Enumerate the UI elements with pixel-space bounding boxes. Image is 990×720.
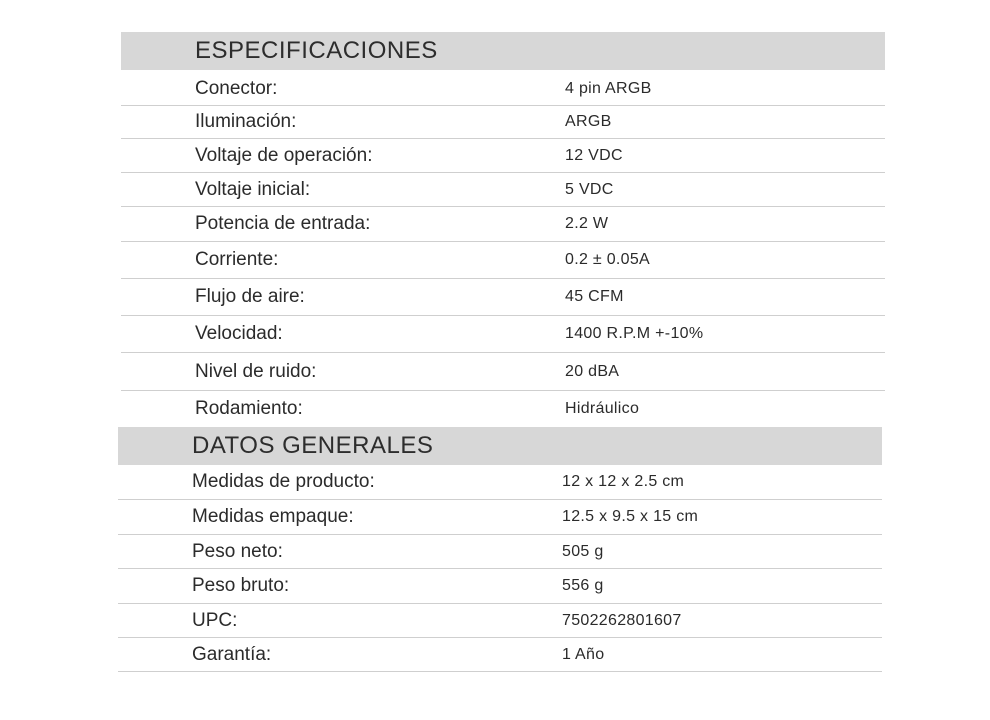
general-row xyxy=(118,465,882,500)
general-value: 1 Año xyxy=(562,645,605,663)
spec-label: Flujo de aire: xyxy=(195,286,305,307)
general-label: Peso neto: xyxy=(192,540,283,562)
spec-row xyxy=(121,106,885,139)
spec-value: 12 VDC xyxy=(565,146,623,164)
spec-row xyxy=(121,139,885,173)
spec-row xyxy=(121,353,885,391)
spec-label: Iluminación: xyxy=(195,111,297,132)
general-label: Medidas empaque: xyxy=(192,506,354,527)
spec-value: 1400 R.P.M +-10% xyxy=(565,325,704,342)
spec-row xyxy=(121,72,885,106)
spec-value: 20 dBA xyxy=(565,362,620,380)
general-label: Peso bruto: xyxy=(192,575,290,596)
spec-value: 2.2 W xyxy=(565,215,609,232)
spec-value: 4 pin ARGB xyxy=(565,79,652,97)
general-label: Medidas de producto: xyxy=(192,471,375,492)
general-value: 556 g xyxy=(562,577,604,594)
spec-row xyxy=(121,279,885,316)
specifications-title: ESPECIFICACIONES xyxy=(195,37,438,64)
spec-value: 0.2 ± 0.05A xyxy=(565,251,651,268)
spec-value: 45 CFM xyxy=(565,288,624,305)
general-row xyxy=(118,500,882,535)
spec-row xyxy=(121,391,885,427)
general-value: 505 g xyxy=(562,542,604,560)
spec-label: Nivel de ruido: xyxy=(195,360,317,382)
spec-label: Rodamiento: xyxy=(195,398,303,419)
spec-row xyxy=(121,242,885,279)
general-label: UPC: xyxy=(192,609,238,631)
general-row xyxy=(118,638,882,672)
spec-label: Corriente: xyxy=(195,249,279,270)
spec-row xyxy=(121,316,885,353)
general-value: 12 x 12 x 2.5 cm xyxy=(562,473,685,490)
spec-label: Potencia de entrada: xyxy=(195,213,371,234)
general-title: DATOS GENERALES xyxy=(192,432,434,459)
general-header xyxy=(118,427,882,465)
spec-row xyxy=(121,207,885,242)
specifications-header xyxy=(121,32,885,70)
spec-label: Conector: xyxy=(195,77,278,99)
general-value: 12.5 x 9.5 x 15 cm xyxy=(562,508,699,525)
spec-label: Velocidad: xyxy=(195,323,283,344)
spec-label: Voltaje de operación: xyxy=(195,144,373,166)
spec-value: ARGB xyxy=(565,113,612,130)
general-label: Garantía: xyxy=(192,643,272,665)
spec-row xyxy=(121,173,885,207)
general-row xyxy=(118,569,882,604)
general-value: 7502262801607 xyxy=(562,611,682,629)
general-row xyxy=(118,535,882,569)
spec-value: 5 VDC xyxy=(565,180,614,198)
spec-value: Hidráulico xyxy=(565,400,640,417)
general-row xyxy=(118,604,882,638)
spec-label: Voltaje inicial: xyxy=(195,178,311,200)
